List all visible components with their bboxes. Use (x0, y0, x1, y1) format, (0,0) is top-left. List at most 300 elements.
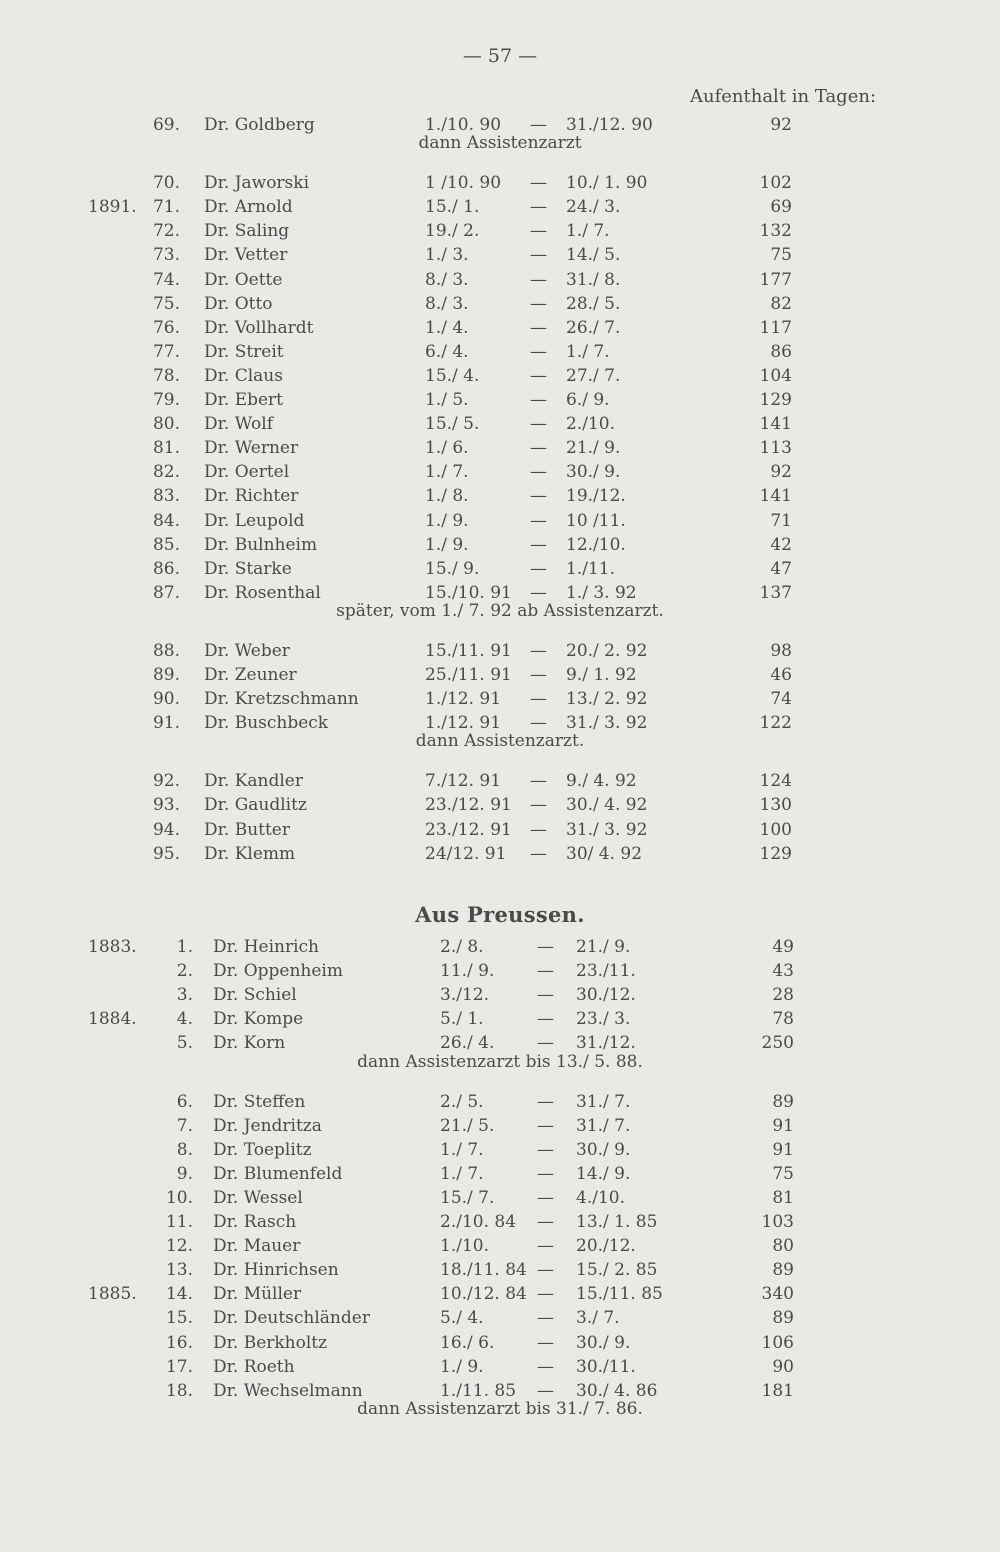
date-to: 10./ 1. 90 (566, 173, 648, 194)
date-to: 26./ 7. (566, 317, 621, 338)
doctor-name: Dr. Gaudlitz (204, 795, 307, 816)
days-count: 81 (772, 1187, 794, 1208)
doctor-name: Dr. Werner (204, 438, 299, 459)
doctor-name: Dr. Mauer (213, 1236, 301, 1257)
table-row (0, 559, 1000, 583)
days-count: 141 (759, 486, 792, 507)
date-dash: — (537, 1212, 554, 1232)
column-header-days: Aufenthalt in Tagen: (690, 86, 877, 107)
date-dash: — (530, 269, 547, 290)
entry-number: 7. (176, 1115, 193, 1136)
doctor-name: Dr. Starke (204, 558, 292, 579)
date-to: 10 /11. (566, 510, 626, 531)
date-from: 1./ 5. (425, 390, 469, 410)
entry-number: 71. (152, 197, 180, 218)
days-count: 74 (770, 689, 792, 710)
date-dash: — (530, 197, 547, 218)
table-row (0, 366, 1000, 390)
date-from: 15./ 1. (425, 197, 480, 218)
date-to: 12./10. (566, 534, 626, 555)
entry-number: 14. (165, 1284, 193, 1305)
date-to: 31./ 3. 92 (566, 819, 648, 840)
date-dash: — (530, 665, 547, 685)
date-to: 9./ 1. 92 (566, 665, 637, 685)
row-note: dann Assistenzarzt. (415, 731, 585, 752)
entry-number: 15. (165, 1308, 193, 1329)
days-count: 89 (772, 1260, 794, 1281)
days-count: 129 (759, 843, 792, 864)
days-count: 42 (770, 534, 792, 555)
table-row (0, 641, 1000, 665)
date-from: 1./11. 85 (440, 1380, 517, 1401)
entry-number: 6. (176, 1091, 193, 1112)
doctor-name: Dr. Rosenthal (204, 582, 321, 603)
doctor-name: Dr. Korn (213, 1033, 286, 1054)
days-count: 103 (761, 1212, 794, 1232)
date-dash: — (537, 1009, 554, 1030)
entry-number: 16. (165, 1332, 193, 1353)
date-to: 30/ 4. 92 (566, 843, 643, 864)
entry-number: 85. (152, 534, 180, 555)
days-count: 80 (772, 1236, 794, 1257)
date-from: 1./12. 91 (425, 713, 502, 734)
days-count: 113 (759, 438, 792, 459)
date-dash: — (530, 640, 547, 661)
date-to: 30./ 4. 92 (566, 795, 648, 816)
days-count: 124 (759, 771, 792, 792)
entry-number: 87. (152, 582, 180, 603)
date-dash: — (530, 486, 547, 507)
date-from: 5./ 4. (440, 1308, 484, 1329)
date-to: 28./ 5. (566, 293, 621, 314)
date-from: 15./10. 91 (425, 582, 512, 603)
entry-number: 18. (165, 1380, 193, 1401)
date-dash: — (530, 534, 547, 555)
doctor-name: Dr. Klemm (204, 843, 296, 864)
table-row (0, 1009, 1000, 1033)
table-row (0, 294, 1000, 318)
date-from: 21./ 5. (440, 1115, 495, 1136)
days-count: 117 (759, 317, 792, 338)
section-heading-preussen: Aus Preussen. (415, 902, 585, 927)
row-note: dann Assistenzarzt bis 31./ 7. 86. (357, 1398, 643, 1419)
date-to: 1./ 7. (566, 221, 610, 242)
doctor-name: Dr. Zeuner (204, 665, 297, 685)
entry-number: 92. (152, 771, 180, 792)
doctor-name: Dr. Heinrich (213, 937, 320, 957)
date-from: 24/12. 91 (425, 843, 507, 864)
days-count: 181 (761, 1380, 794, 1401)
entry-number: 84. (152, 510, 180, 531)
table-row (0, 1260, 1000, 1284)
date-from: 23./12. 91 (425, 819, 512, 840)
date-dash: — (537, 1236, 554, 1257)
date-to: 13./ 2. 92 (566, 689, 648, 710)
table-row (0, 844, 1000, 868)
days-count: 106 (761, 1332, 794, 1353)
date-from: 23./12. 91 (425, 795, 512, 816)
date-from: 2./10. 84 (440, 1212, 517, 1232)
doctor-name: Dr. Leupold (204, 510, 305, 531)
date-to: 24./ 3. (566, 197, 621, 218)
date-dash: — (537, 985, 554, 1006)
doctor-name: Dr. Jendritza (213, 1115, 322, 1136)
table-row (0, 1333, 1000, 1357)
date-to: 6./ 9. (566, 390, 610, 410)
entry-number: 69. (152, 115, 180, 135)
date-dash: — (537, 1139, 554, 1160)
date-from: 1./10. 90 (425, 115, 502, 135)
date-to: 1./ 3. 92 (566, 582, 637, 603)
table-row (0, 486, 1000, 510)
date-to: 1./11. (566, 558, 615, 579)
date-to: 23./11. (576, 961, 636, 982)
table-row (0, 1164, 1000, 1188)
date-from: 18./11. 84 (440, 1260, 527, 1281)
table-row (0, 1116, 1000, 1140)
doctor-name: Dr. Wessel (213, 1187, 303, 1208)
table-row (0, 937, 1000, 961)
table-row (0, 535, 1000, 559)
date-dash: — (537, 1356, 554, 1377)
date-to: 23./ 3. (576, 1009, 631, 1030)
doctor-name: Dr. Goldberg (204, 115, 315, 135)
days-count: 89 (772, 1091, 794, 1112)
date-to: 30./12. (576, 985, 636, 1006)
date-dash: — (537, 1187, 554, 1208)
table-row (0, 1212, 1000, 1236)
days-count: 91 (772, 1115, 794, 1136)
date-from: 16./ 6. (440, 1332, 495, 1353)
date-to: 15./ 2. 85 (576, 1260, 658, 1281)
date-from: 15./ 4. (425, 365, 480, 386)
date-from: 1./ 7. (425, 462, 469, 483)
table-row (0, 820, 1000, 844)
entry-number: 78. (152, 365, 180, 386)
date-to: 30./11. (576, 1356, 636, 1377)
date-from: 15./ 5. (425, 414, 480, 435)
days-count: 89 (772, 1308, 794, 1329)
days-count: 130 (759, 795, 792, 816)
row-note: später, vom 1./ 7. 92 ab Assistenzarzt. (336, 600, 664, 621)
date-to: 20./ 2. 92 (566, 640, 648, 661)
days-count: 71 (770, 510, 792, 531)
date-dash: — (537, 1163, 554, 1184)
year-label: 1891. (88, 197, 137, 218)
entry-number: 82. (152, 462, 180, 483)
doctor-name: Dr. Vollhardt (204, 317, 314, 338)
table-row (0, 197, 1000, 221)
date-from: 5./ 1. (440, 1009, 484, 1030)
table-row (0, 438, 1000, 462)
date-dash: — (537, 937, 554, 957)
page-number: — 57 — (462, 45, 538, 67)
date-to: 1./ 7. (566, 341, 610, 362)
table-row (0, 1357, 1000, 1381)
entry-number: 11. (165, 1212, 193, 1232)
year-label: 1883. (88, 937, 137, 957)
doctor-name: Dr. Wechselmann (213, 1380, 363, 1401)
date-from: 1./ 8. (425, 486, 469, 507)
date-to: 31./ 8. (566, 269, 621, 290)
days-count: 137 (759, 582, 792, 603)
date-dash: — (530, 795, 547, 816)
date-from: 11./ 9. (440, 961, 495, 982)
doctor-name: Dr. Roeth (213, 1356, 295, 1377)
entry-number: 5. (176, 1033, 193, 1054)
date-from: 1 /10. 90 (425, 173, 502, 194)
date-dash: — (530, 293, 547, 314)
table-row (0, 1284, 1000, 1308)
entry-number: 93. (152, 795, 180, 816)
year-label: 1884. (88, 1009, 137, 1030)
days-count: 91 (772, 1139, 794, 1160)
date-to: 31./ 3. 92 (566, 713, 648, 734)
days-count: 28 (772, 985, 794, 1006)
date-dash: — (530, 173, 547, 194)
entry-number: 91. (152, 713, 180, 734)
date-to: 21./ 9. (566, 438, 621, 459)
entry-number: 76. (152, 317, 180, 338)
days-count: 100 (759, 819, 792, 840)
date-to: 14./ 9. (576, 1163, 631, 1184)
entry-number: 12. (165, 1236, 193, 1257)
date-from: 2./ 5. (440, 1091, 484, 1112)
date-dash: — (530, 341, 547, 362)
row-note: dann Assistenzarzt (418, 133, 582, 154)
row-note: dann Assistenzarzt bis 13./ 5. 88. (357, 1051, 643, 1072)
doctor-name: Dr. Kretzschmann (204, 689, 359, 710)
date-dash: — (530, 438, 547, 459)
days-count: 92 (770, 115, 792, 135)
doctor-name: Dr. Arnold (204, 197, 293, 218)
date-from: 1./ 6. (425, 438, 469, 459)
date-to: 27./ 7. (566, 365, 621, 386)
entry-number: 73. (152, 245, 180, 266)
doctor-name: Dr. Vetter (204, 245, 288, 266)
days-count: 132 (759, 221, 792, 242)
days-count: 177 (759, 269, 792, 290)
date-dash: — (530, 819, 547, 840)
date-from: 3./12. (440, 985, 489, 1006)
doctor-name: Dr. Streit (204, 341, 284, 362)
days-count: 46 (770, 665, 792, 685)
entry-number: 8. (176, 1139, 193, 1160)
date-dash: — (530, 317, 547, 338)
doctor-name: Dr. Oette (204, 269, 283, 290)
date-from: 1./ 9. (425, 534, 469, 555)
date-to: 13./ 1. 85 (576, 1212, 658, 1232)
doctor-name: Dr. Blumenfeld (213, 1163, 343, 1184)
doctor-name: Dr. Hinrichsen (213, 1260, 339, 1281)
date-from: 8./ 3. (425, 293, 469, 314)
days-count: 129 (759, 390, 792, 410)
entry-number: 90. (152, 689, 180, 710)
date-dash: — (537, 1115, 554, 1136)
date-to: 21./ 9. (576, 937, 631, 957)
days-count: 49 (772, 937, 794, 957)
date-dash: — (537, 1284, 554, 1305)
date-to: 4./10. (576, 1187, 625, 1208)
date-dash: — (530, 713, 547, 734)
date-dash: — (530, 771, 547, 792)
date-from: 1./12. 91 (425, 689, 502, 710)
date-from: 1./ 4. (425, 317, 469, 338)
doctor-name: Dr. Oppenheim (213, 961, 343, 982)
doctor-name: Dr. Saling (204, 221, 290, 242)
date-dash: — (537, 961, 554, 982)
table-row (0, 1140, 1000, 1164)
doctor-name: Dr. Deutschländer (213, 1308, 370, 1329)
entry-number: 9. (176, 1163, 193, 1184)
date-dash: — (537, 1380, 554, 1401)
doctor-name: Dr. Ebert (204, 390, 284, 410)
entry-number: 75. (152, 293, 180, 314)
date-from: 15./11. 91 (425, 640, 512, 661)
days-count: 340 (761, 1284, 794, 1305)
date-from: 26./ 4. (440, 1033, 495, 1054)
date-from: 1./10. (440, 1236, 489, 1257)
date-dash: — (537, 1260, 554, 1281)
table-row (0, 511, 1000, 535)
table-row (0, 1092, 1000, 1116)
doctor-name: Dr. Rasch (213, 1212, 297, 1232)
entry-number: 81. (152, 438, 180, 459)
table-row (0, 173, 1000, 197)
entry-number: 17. (165, 1356, 193, 1377)
days-count: 90 (772, 1356, 794, 1377)
date-from: 2./ 8. (440, 937, 484, 957)
date-dash: — (537, 1332, 554, 1353)
doctor-name: Dr. Kompe (213, 1009, 304, 1030)
date-dash: — (530, 390, 547, 410)
entry-number: 83. (152, 486, 180, 507)
date-dash: — (530, 115, 547, 135)
doctor-name: Dr. Toeplitz (213, 1139, 312, 1160)
table-row (0, 689, 1000, 713)
date-dash: — (530, 221, 547, 242)
doctor-name: Dr. Buschbeck (204, 713, 329, 734)
doctor-name: Dr. Müller (213, 1284, 302, 1305)
date-dash: — (530, 245, 547, 266)
date-from: 1./ 9. (425, 510, 469, 531)
days-count: 102 (759, 173, 792, 194)
table-row (0, 462, 1000, 486)
entry-number: 13. (165, 1260, 193, 1281)
doctor-name: Dr. Bulnheim (204, 534, 318, 555)
entry-number: 89. (152, 665, 180, 685)
date-to: 31./ 7. (576, 1115, 631, 1136)
table-row (0, 245, 1000, 269)
date-from: 6./ 4. (425, 341, 469, 362)
doctor-name: Dr. Schiel (213, 985, 297, 1006)
date-from: 19./ 2. (425, 221, 480, 242)
date-dash: — (530, 414, 547, 435)
date-dash: — (530, 582, 547, 603)
table-row (0, 270, 1000, 294)
date-to: 31./ 7. (576, 1091, 631, 1112)
year-label: 1885. (88, 1284, 137, 1305)
entry-number: 3. (176, 985, 193, 1006)
entry-number: 10. (165, 1187, 193, 1208)
days-count: 141 (759, 414, 792, 435)
date-to: 30./ 9. (566, 462, 621, 483)
table-row (0, 795, 1000, 819)
date-to: 15./11. 85 (576, 1284, 663, 1305)
doctor-name: Dr. Wolf (204, 414, 273, 435)
table-row (0, 985, 1000, 1009)
table-row (0, 961, 1000, 985)
doctor-name: Dr. Claus (204, 365, 283, 386)
entry-number: 77. (152, 341, 180, 362)
entry-number: 80. (152, 414, 180, 435)
table-row (0, 342, 1000, 366)
date-to: 19./12. (566, 486, 626, 507)
entry-number: 94. (152, 819, 180, 840)
doctor-name: Dr. Steffen (213, 1091, 306, 1112)
date-from: 10./12. 84 (440, 1284, 527, 1305)
days-count: 122 (759, 713, 792, 734)
table-row (0, 221, 1000, 245)
date-from: 1./ 3. (425, 245, 469, 266)
date-from: 1./ 7. (440, 1139, 484, 1160)
entry-number: 2. (176, 961, 193, 982)
table-row (0, 665, 1000, 689)
doctor-name: Dr. Berkholtz (213, 1332, 328, 1353)
days-count: 78 (772, 1009, 794, 1030)
days-count: 47 (770, 558, 792, 579)
entry-number: 1. (176, 937, 193, 957)
date-dash: — (530, 365, 547, 386)
doctor-name: Dr. Butter (204, 819, 290, 840)
date-to: 30./ 9. (576, 1139, 631, 1160)
table-row (0, 771, 1000, 795)
date-to: 31./12. 90 (566, 115, 653, 135)
days-count: 69 (770, 197, 792, 218)
date-to: 30./ 4. 86 (576, 1380, 658, 1401)
date-from: 15./ 7. (440, 1187, 495, 1208)
table-row (0, 1236, 1000, 1260)
date-dash: — (537, 1308, 554, 1329)
entry-number: 74. (152, 269, 180, 290)
days-count: 75 (770, 245, 792, 266)
date-from: 1./ 9. (440, 1356, 484, 1377)
entry-number: 72. (152, 221, 180, 242)
date-dash: — (530, 843, 547, 864)
date-dash: — (530, 510, 547, 531)
date-to: 14./ 5. (566, 245, 621, 266)
days-count: 75 (772, 1163, 794, 1184)
days-count: 92 (770, 462, 792, 483)
doctor-name: Dr. Richter (204, 486, 299, 507)
entry-number: 86. (152, 558, 180, 579)
doctor-name: Dr. Jaworski (204, 173, 310, 194)
days-count: 98 (770, 640, 792, 661)
date-dash: — (530, 689, 547, 710)
date-to: 20./12. (576, 1236, 636, 1257)
date-to: 2./10. (566, 414, 615, 435)
table-row (0, 318, 1000, 342)
date-to: 30./ 9. (576, 1332, 631, 1353)
table-row (0, 414, 1000, 438)
entry-number: 95. (152, 843, 180, 864)
entry-number: 88. (152, 640, 180, 661)
entry-number: 70. (152, 173, 180, 194)
table-row (0, 1188, 1000, 1212)
date-from: 1./ 7. (440, 1163, 484, 1184)
doctor-name: Dr. Kandler (204, 771, 303, 792)
date-dash: — (530, 462, 547, 483)
